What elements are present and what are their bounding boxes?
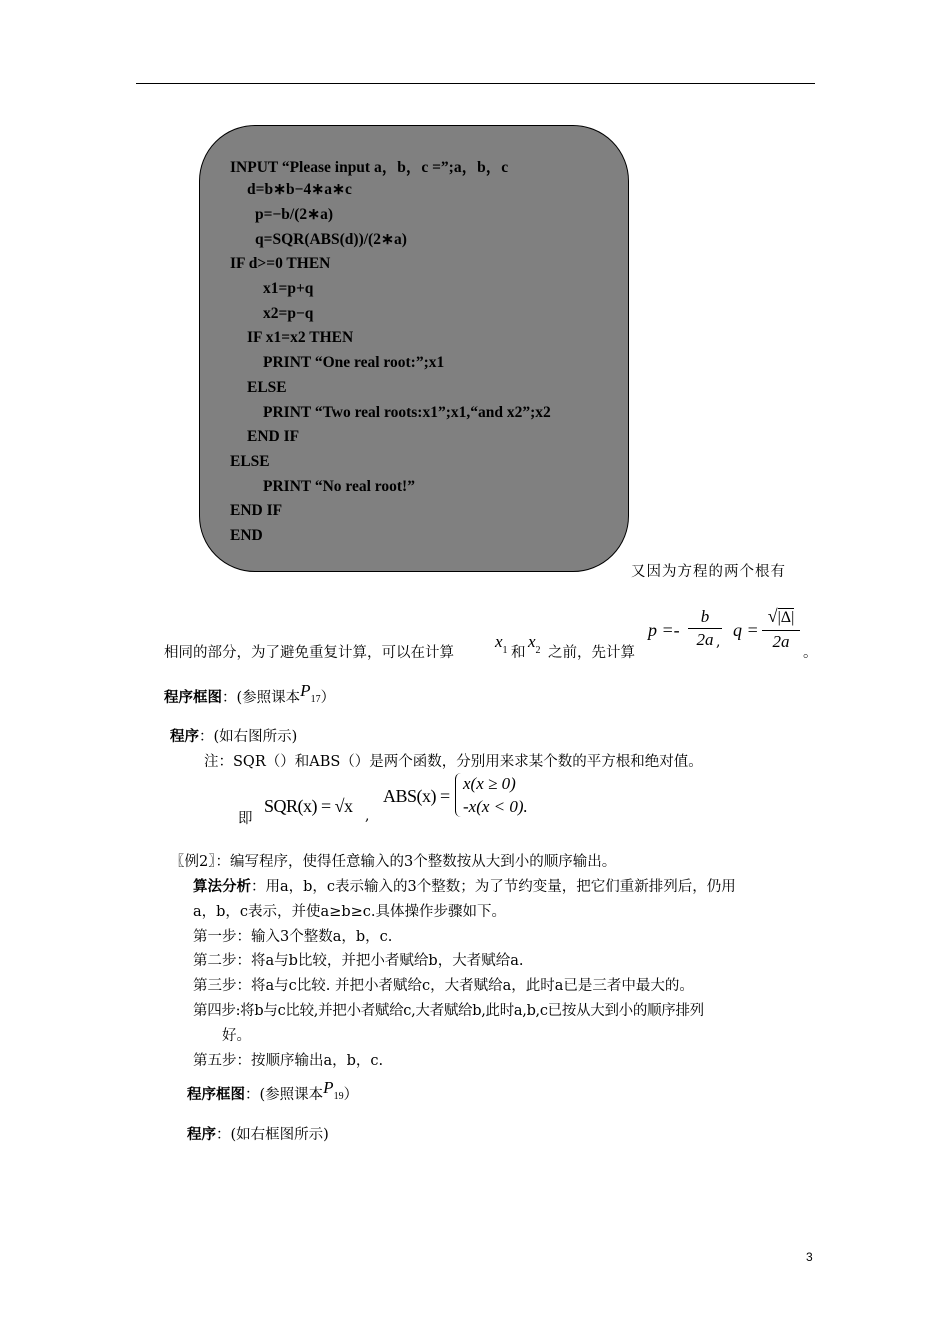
analysis-line-2: a，b，c表示，并使a≥b≥c.具体操作步骤如下。 [193, 904, 507, 920]
step-1: 第一步：输入3个整数a，b，c. [193, 929, 393, 945]
sqr-formula: SQR(x) = √x [264, 796, 353, 816]
q-fraction: $\frac{√|\Delta|}{2a}$ [762, 604, 800, 653]
p-fraction: $\frac{b}{2a}$ [688, 606, 722, 651]
and-text: 和 [511, 645, 526, 661]
comma-2: , [365, 808, 370, 824]
abs-case-2: -x(x < 0). [463, 797, 528, 816]
code-line: INPUT “Please input a，b，c =”;a，b，c [230, 159, 509, 176]
code-line: x2=p−q [263, 305, 314, 322]
q-formula-lhs: q = [733, 620, 759, 640]
common-part-text: 相同的部分，为了避免重复计算，可以在计算 [164, 645, 454, 661]
p-formula-lhs: p =- [648, 620, 680, 640]
program-line-2: 程序：(如右框图所示) [187, 1126, 329, 1143]
flowchart-line-1: 程序框图：(参照课本P17） [164, 681, 336, 706]
step-2: 第二步：将a与b比较，并把小者赋给b，大者赋给a. [193, 953, 524, 969]
code-line: IF x1=x2 THEN [247, 329, 354, 346]
ji-text: 即 [238, 811, 253, 827]
header-rule [136, 83, 815, 84]
program-line-1: 程序：(如右图所示) [170, 728, 298, 745]
analysis-line-1: 算法分析：用a，b，c表示输入的3个整数；为了节约变量，把它们重新排列后，仍用 [193, 878, 736, 895]
code-line: x1=p+q [263, 280, 314, 297]
code-line: ELSE [247, 379, 287, 396]
flowchart-line-2: 程序框图：(参照课本P19） [187, 1078, 359, 1103]
step-4-line-2: 好。 [222, 1028, 251, 1044]
code-line: END [230, 527, 263, 544]
code-line: d=b∗b−4∗a∗c [247, 181, 352, 198]
x2-variable: $x_2$ [528, 632, 541, 656]
comma: , [716, 634, 721, 650]
code-line: PRINT “No real root!” [263, 478, 415, 495]
step-5: 第五步：按顺序输出a，b，c. [193, 1053, 384, 1069]
code-line: PRINT “Two real roots:x1”;x1,“and x2”;x2 [263, 404, 551, 421]
abs-formula-lhs: ABS(x) = [383, 786, 450, 806]
roots-intro-text: 又因为方程的两个根有 [631, 564, 786, 580]
step-4-line-1: 第四步:将b与c比较,并把小者赋给c,大者赋给b,此时a,b,c已按从大到小的顺序排列 [193, 1003, 704, 1019]
code-line: END IF [247, 428, 300, 445]
x1-variable: $x_1$ [495, 632, 508, 656]
code-line: q=SQR(ABS(d))/(2∗a) [255, 231, 407, 248]
code-line: p=−b/(2∗a) [255, 206, 334, 223]
sentence-period: 。 [803, 645, 818, 661]
step-3: 第三步：将a与c比较. 并把小者赋给c，大者赋给a，此时a已是三者中最大的。 [193, 978, 694, 994]
code-block [199, 125, 629, 572]
example2-heading: 〖例2〗：编写程序，使得任意输入的3个整数按从大到小的顺序输出。 [170, 854, 617, 870]
code-line: IF d>=0 THEN [230, 255, 331, 272]
abs-case-1: x(x ≥ 0) [463, 774, 516, 793]
code-line: ELSE [230, 453, 270, 470]
compute-first-text: 之前，先计算 [548, 645, 635, 661]
code-line: END IF [230, 502, 283, 519]
code-line: PRINT “One real root:”;x1 [263, 354, 445, 371]
note-text: 注：SQR（）和ABS（）是两个函数，分别用来求某个数的平方根和绝对值。 [204, 754, 703, 770]
page-number: 3 [806, 1250, 813, 1264]
